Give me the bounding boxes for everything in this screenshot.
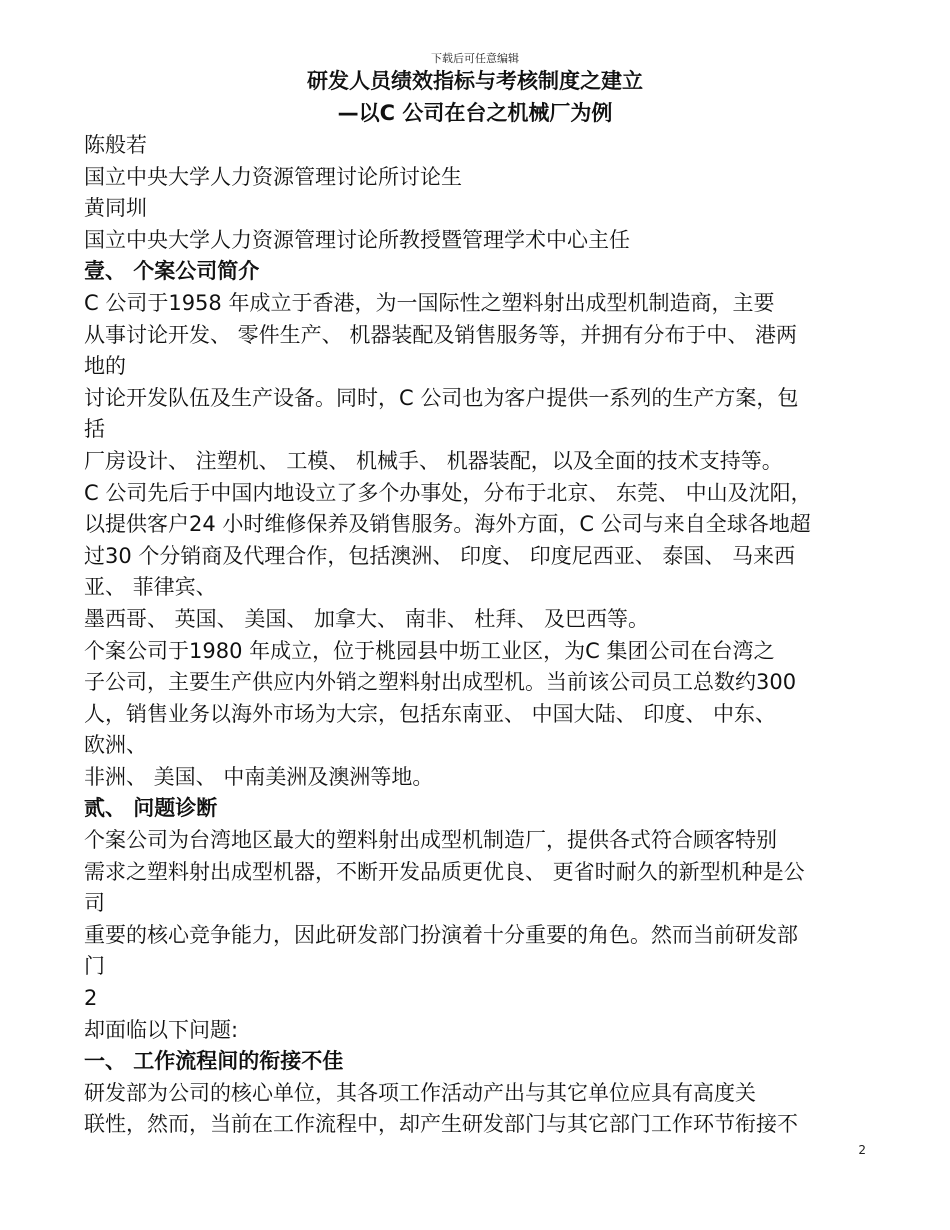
body-text-line: 人，销售业务以海外市场为大宗，包括东南亚、 中国大陆、 印度、 中东、 — [84, 701, 777, 726]
body-text-line: 2 — [84, 986, 98, 1011]
body-text-line: 从事讨论开发、 零件生产、 机器装配及销售服务等，并拥有分布于中、 港两 — [84, 322, 798, 347]
body-text-line: 国立中央大学人力资源管理讨论所讨论生 — [84, 164, 462, 189]
body-text-line: 联性，然而，当前在工作流程中，却产生研发部门与其它部门工作环节衔接不 — [84, 1112, 798, 1137]
download-watermark: 下载后可任意编辑 — [431, 52, 519, 65]
body-text-line: 个案公司为台湾地区最大的塑料射出成型机制造厂，提供各式符合顾客特别 — [84, 828, 777, 853]
body-text-line: 个案公司于1980 年成立，位于桃园县中坜工业区，为C 集团公司在台湾之 — [84, 638, 775, 663]
body-text-line: 司 — [84, 891, 105, 916]
document-subtitle: —以C 公司在台之机械厂为例 — [337, 101, 613, 125]
body-text-line: 研发部为公司的核心单位，其各项工作活动产出与其它单位应具有高度关 — [84, 1080, 756, 1105]
page-number: 2 — [858, 1143, 866, 1157]
body-text-line: 非洲、 美国、 中南美洲及澳洲等地。 — [84, 764, 434, 789]
body-text-line: 厂房设计、 注塑机、 工模、 机械手、 机器装配，以及全面的技术支持等。 — [84, 448, 783, 473]
body-text-line: 需求之塑料射出成型机器，不断开发品质更优良、 更省时耐久的新型机种是公 — [84, 859, 805, 884]
body-text-line: 欧洲、 — [84, 733, 147, 758]
body-text-line: 过30 个分销商及代理合作，包括澳洲、 印度、 印度尼西亚、 泰国、 马来西 — [84, 543, 796, 568]
document-body — [84, 130, 864, 1141]
body-text-line: 国立中央大学人力资源管理讨论所教授暨管理学术中心主任 — [84, 227, 630, 252]
body-text-line: 以提供客户24 小时维修保养及销售服务。海外方面，C 公司与来自全球各地超 — [84, 512, 811, 537]
body-text-line: 地的 — [84, 354, 126, 379]
body-text-line: 子公司，主要生产供应内外销之塑料射出成型机。当前该公司员工总数约300 — [84, 670, 797, 695]
body-text-line: 门 — [84, 954, 105, 979]
section-heading: 贰、 问题诊断 — [84, 796, 218, 821]
section-heading: 一、 工作流程间的衔接不佳 — [84, 1049, 344, 1074]
section-heading: 壹、 个案公司简介 — [84, 259, 260, 284]
body-text-line: 讨论开发队伍及生产设备。同时，C 公司也为客户提供一系列的生产方案，包 — [84, 385, 799, 410]
body-text-line: 却面临以下问题: — [84, 1017, 239, 1042]
body-text-line: 括 — [84, 417, 105, 442]
body-text-line: 黄同圳 — [84, 196, 147, 221]
body-text-line: 墨西哥、 英国、 美国、 加拿大、 南非、 杜拜、 及巴西等。 — [84, 606, 650, 631]
body-text-line: C 公司先后于中国内地设立了多个办事处，分布于北京、 东莞、 中山及沈阳， — [84, 480, 812, 505]
body-text-line: C 公司于1958 年成立于香港，为一国际性之塑料射出成型机制造商，主要 — [84, 290, 775, 315]
document-title: 研发人员绩效指标与考核制度之建立 — [307, 69, 643, 93]
body-text-line: 亚、 菲律宾、 — [84, 575, 217, 600]
body-text-line: 陈般若 — [84, 133, 147, 157]
body-text-line: 重要的核心竞争能力，因此研发部门扮演着十分重要的角色。然而当前研发部 — [84, 922, 798, 947]
